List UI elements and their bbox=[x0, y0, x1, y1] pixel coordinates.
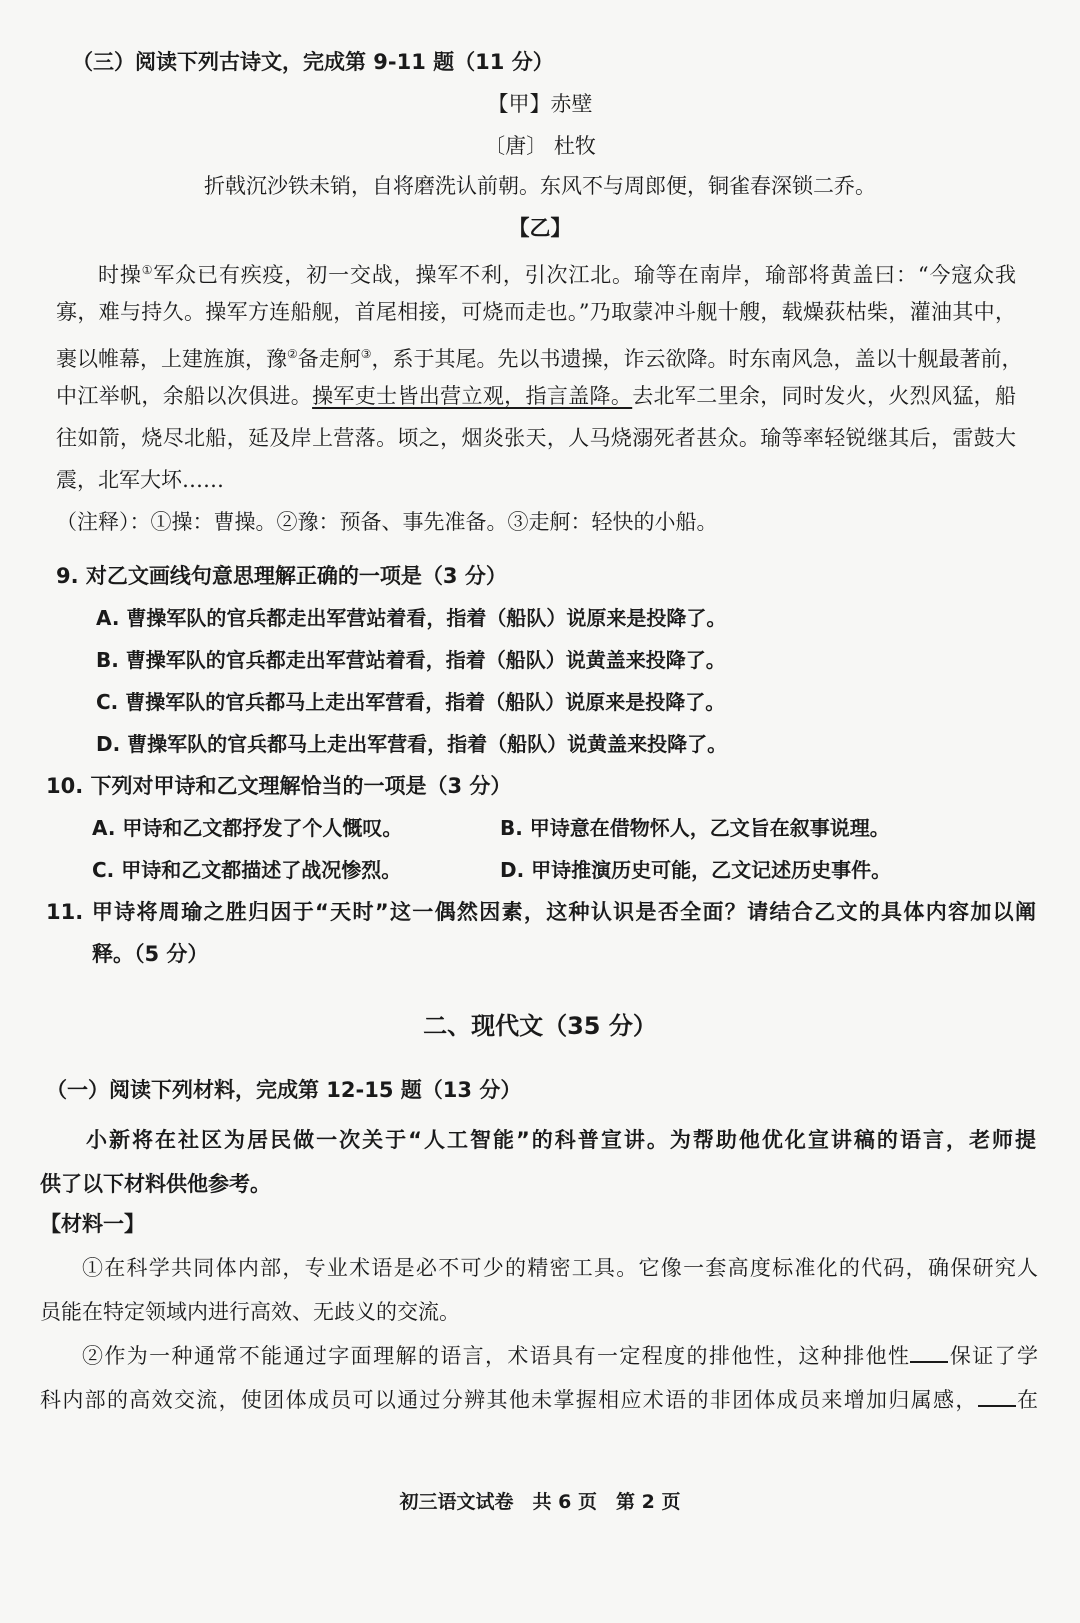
note-marker-2: ② bbox=[287, 347, 298, 361]
poem-title: 【甲】赤壁 bbox=[487, 92, 593, 116]
subsection-1-title: （一）阅读下列材料，完成第 12-15 题（13 分） bbox=[46, 1078, 522, 1102]
material-1-para-1-line-1: ①在科学共同体内部，专业术语是必不可少的精密工具。它像一套高度标准化的代码，确保研究人 bbox=[82, 1256, 1038, 1280]
question-10-option-d: D. 甲诗推演历史可能，乙文记述历史事件。 bbox=[500, 858, 892, 882]
question-10-option-a: A. 甲诗和乙文都抒发了个人慨叹。 bbox=[92, 816, 403, 840]
question-9-option-a: A. 曹操军队的官兵都走出军营站着看，指着（船队）说原来是投降了。 bbox=[96, 606, 727, 630]
material-1-heading: 【材料一】 bbox=[40, 1212, 145, 1236]
note-marker-1: ① bbox=[141, 263, 154, 277]
question-10-stem: 10. 下列对甲诗和乙文理解恰当的一项是（3 分） bbox=[46, 774, 512, 798]
passage-title: 【乙】 bbox=[508, 216, 572, 240]
page-footer: 初三语文试卷 共 6 页 第 2 页 bbox=[399, 1491, 681, 1513]
poem-author: 〔唐〕 杜牧 bbox=[484, 134, 596, 158]
passage-line-1: 时操①军众已有疾疫，初一交战，操军不利，引次江北。瑜等在南岸，瑜部将黄盖曰：“今寇众我 bbox=[98, 263, 1017, 287]
section-title: （三）阅读下列古诗文，完成第 9-11 题（11 分） bbox=[72, 50, 554, 74]
fill-blank-1 bbox=[910, 1343, 948, 1363]
question-10-option-c: C. 甲诗和乙文都描述了战况惨烈。 bbox=[92, 858, 402, 882]
passage-line-2: 寡，难与持久。操军方连船舰，首尾相接，可烧而走也。”乃取蒙冲斗舰十艘，载燥荻枯柴，灌油其中， bbox=[56, 300, 1016, 324]
note-marker-3: ③ bbox=[360, 347, 372, 361]
annotations: （注释）：①操：曹操。②豫：预备、事先准备。③走舸：轻快的小船。 bbox=[56, 510, 718, 534]
question-10-option-b: B. 甲诗意在借物怀人，乙文旨在叙事说理。 bbox=[500, 816, 890, 840]
material-1-para-1-line-2: 员能在特定领域内进行高效、无歧义的交流。 bbox=[40, 1300, 460, 1324]
part-2-title: 二、现代文（35 分） bbox=[423, 1012, 657, 1040]
underlined-sentence: 操军吏士皆出营立观，指言盖降。 bbox=[312, 384, 633, 408]
material-1-para-2-line-1: ②作为一种通常不能通过字面理解的语言，术语具有一定程度的排他性，这种排他性 保证了学 bbox=[82, 1344, 1038, 1368]
question-9-option-b: B. 曹操军队的官兵都走出军营站着看，指着（船队）说黄盖来投降了。 bbox=[96, 648, 726, 672]
question-9-stem: 9. 对乙文画线句意思理解正确的一项是（3 分） bbox=[56, 564, 507, 588]
question-9-option-c: C. 曹操军队的官兵都马上走出军营看，指着（船队）说原来是投降了。 bbox=[96, 690, 726, 714]
question-11-line-1: 11. 甲诗将周瑜之胜归因于“天时”这一偶然因素，这种认识是否全面？请结合乙文的具体内容加以阐 bbox=[46, 900, 1036, 924]
passage-line-3: 裹以帷幕，上建旌旗，豫②备走舸③，系于其尾。先以书遗操，诈云欲降。时东南风急，盖以十舰最著前， bbox=[56, 347, 1023, 371]
question-11-line-2: 释。（5 分） bbox=[92, 942, 209, 966]
material-1-para-2-line-2: 科内部的高效交流，使团体成员可以通过分辨其他未掌握相应术语的非团体成员来增加归属感， 在 bbox=[40, 1388, 1038, 1412]
intro-line-1: 小新将在社区为居民做一次关于“人工智能”的科普宣讲。为帮助他优化宣讲稿的语言，老师提 bbox=[86, 1128, 1036, 1152]
question-9-option-d: D. 曹操军队的官兵都马上走出军营看，指着（船队）说黄盖来投降了。 bbox=[96, 732, 728, 756]
poem-text: 折戟沉沙铁未销，自将磨洗认前朝。东风不与周郎便，铜雀春深锁二乔。 bbox=[204, 174, 876, 198]
passage-line-6: 震，北军大坏…… bbox=[56, 468, 224, 492]
fill-blank-2 bbox=[978, 1387, 1016, 1407]
passage-line-5: 往如箭，烧尽北船，延及岸上营落。顷之，烟炎张天，人马烧溺死者甚众。瑜等率轻锐继其后，雷鼓大 bbox=[56, 426, 1016, 450]
passage-line-4: 中江举帆，余船以次俱进。操军吏士皆出营立观，指言盖降。去北军二里余，同时发火，火烈风猛，船 bbox=[56, 384, 1017, 408]
intro-line-2: 供了以下材料供他参考。 bbox=[40, 1172, 271, 1196]
